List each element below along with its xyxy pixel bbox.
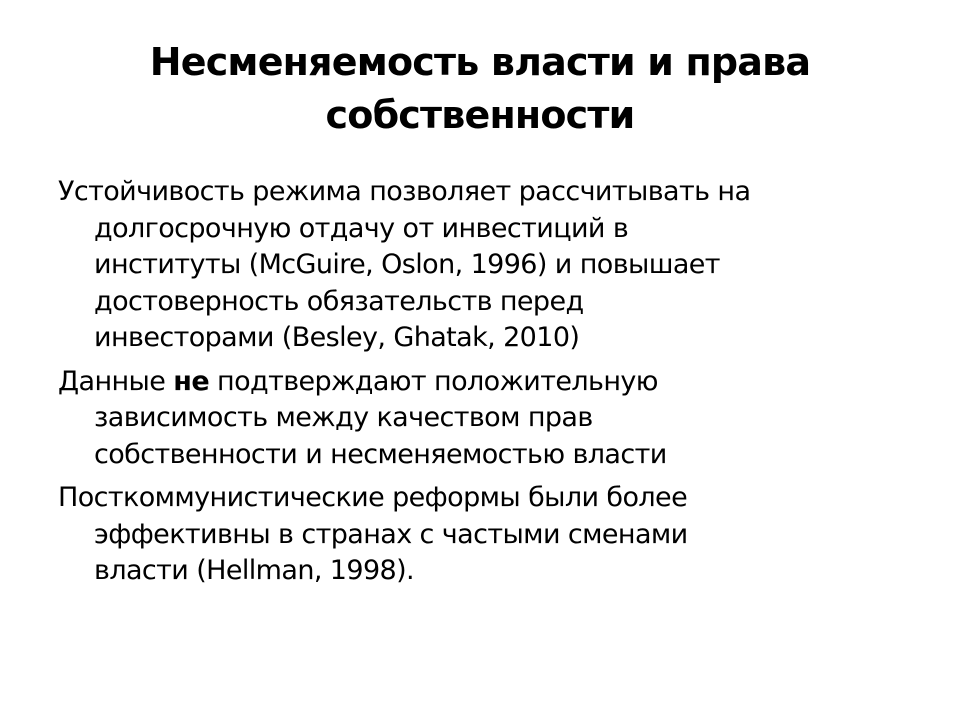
paragraph-regime-stability: [58, 174, 908, 357]
slide-body: [58, 174, 908, 597]
paragraph-line: институты (McGuire, Oslon, 1996) и повышает: [94, 249, 720, 280]
paragraph-data-evidence: [58, 364, 908, 474]
title-line-2: собственности: [325, 93, 635, 137]
paragraph-line: эффективны в странах с частыми сменами: [94, 518, 688, 550]
paragraph-line: собственности и несменяемостью власти: [94, 438, 667, 470]
paragraph-line: Устойчивость режима позволяет рассчитывать на: [58, 176, 751, 207]
slide-title: [70, 36, 890, 142]
paragraph-lead-text: Данные: [58, 365, 174, 397]
title-line-1: Несменяемость власти и права: [149, 40, 811, 84]
paragraph-line: [58, 364, 908, 401]
paragraph-line: инвесторами (Besley, Ghatak, 2010): [94, 322, 580, 353]
paragraph-line: власти (Hellman, 1998).: [94, 555, 415, 586]
paragraph-line: достоверность обязательств перед: [94, 285, 584, 317]
emphasis-not: не: [173, 365, 210, 397]
paragraph-line: зависимость между качеством прав: [94, 402, 593, 433]
paragraph-postcommunist-reforms: [58, 480, 908, 590]
paragraph-line: долгосрочную отдачу от инвестиций в: [94, 212, 629, 244]
paragraph-rest-text: подтверждают положительную: [209, 365, 658, 397]
paragraph-line: Посткоммунистические реформы были более: [58, 482, 688, 513]
